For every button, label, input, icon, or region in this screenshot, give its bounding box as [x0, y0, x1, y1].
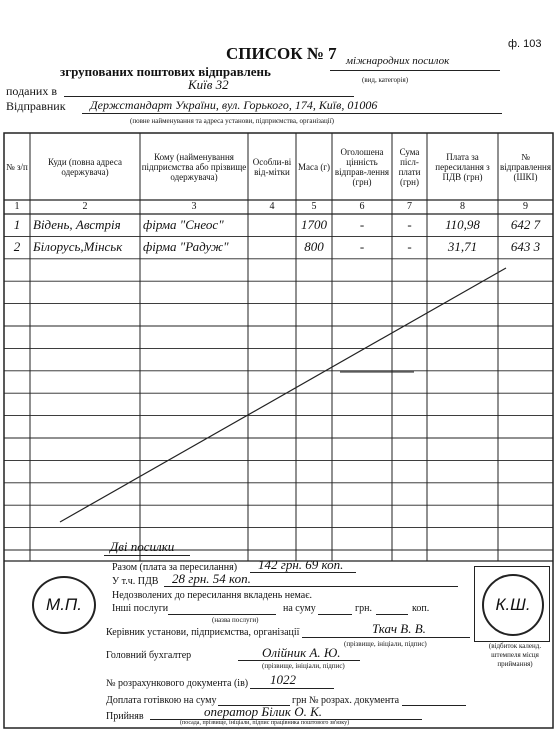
column-header: Куди (повна адреса одержувача)	[48, 156, 122, 177]
table-cell-cod: -	[407, 239, 412, 255]
subtitle: згрупованих поштових відправлень	[60, 64, 271, 79]
form-code: ф. 103	[508, 38, 542, 50]
other-services-line	[168, 614, 276, 615]
sender-value: Держстандарт України, вул. Горького, 174, Київ, 01006	[90, 98, 378, 112]
vat-line	[164, 586, 458, 587]
table-cell-value: -	[359, 217, 365, 232]
column-header: Особли-ві від-мітки	[252, 156, 292, 177]
accepted-value: оператор Білик О. К.	[204, 704, 322, 719]
table-cell-whom: фірма "Радуж"	[143, 239, 229, 255]
settlement-label: № розрахункового документа (ів)	[106, 678, 249, 689]
stamp-caption: (відбиток календ. штемпеля місця приймання)	[488, 642, 542, 668]
column-header: Кому (найменування підприємства або прізвище одержувача)	[141, 151, 247, 182]
column-number: 1	[14, 201, 20, 212]
accountant-value: Олійник А. Ю.	[262, 645, 341, 660]
uah-label: грн.	[355, 603, 372, 614]
sum-label: на суму	[283, 603, 316, 614]
title-category: міжнародних посилок	[346, 55, 450, 67]
seal-left-text: М.П.	[46, 595, 82, 614]
table-cell-value: -	[359, 239, 365, 255]
column-number: 9	[523, 201, 528, 212]
seal-stamp-right	[482, 574, 544, 636]
table-cell-to: Білорусь,Мінськ	[33, 239, 123, 255]
uah-line	[376, 614, 408, 615]
accepted-label: Прийняв	[106, 711, 144, 722]
column-header: Плата за пересилання з ПДВ (грн)	[435, 151, 490, 182]
column-number: 3	[191, 201, 197, 212]
accountant-line	[238, 660, 360, 661]
total-line	[250, 572, 356, 573]
total-value: 142 грн. 69 коп.	[258, 557, 344, 572]
kop-label: коп.	[412, 603, 430, 614]
content-note: Недозволених до пересилання вкладень немає.	[112, 590, 313, 601]
column-number: 6	[359, 201, 365, 212]
table-cell-n: 1	[13, 217, 21, 232]
accountant-label: Головний бухгалтер	[106, 650, 192, 661]
table-cell-fee: 110,98	[445, 217, 480, 232]
vat-label: У т.ч. ПДВ	[112, 576, 159, 587]
table-cell-to: Відень, Австрія	[33, 217, 121, 232]
seal-right-text: К.Ш.	[495, 595, 531, 614]
column-header: Сума післ-плати (грн)	[398, 146, 421, 187]
sender-caption: (повне найменування та адреса установи, підприємства, організації)	[130, 117, 334, 125]
cash-label: Доплата готівкою на суму	[106, 695, 217, 706]
settlement-line	[250, 688, 334, 689]
head-caption: (прізвище, ініціали, підпис)	[344, 640, 427, 648]
other-services-caption: (назва послуги)	[212, 616, 259, 624]
cash-doc-line	[402, 705, 466, 706]
submitted-label: поданих в	[6, 84, 58, 98]
sum-line	[318, 614, 352, 615]
table-cell-id: 642 7	[510, 217, 541, 232]
seal-stamp-left	[32, 576, 96, 634]
other-services-label: Інші послуги	[112, 603, 169, 614]
vat-value: 28 грн. 54 коп.	[172, 571, 251, 586]
table-cell-n: 2	[13, 239, 21, 255]
column-header: № відправлення (ШКІ)	[499, 151, 552, 182]
subtitle-caption: (вид, категорія)	[362, 76, 409, 84]
column-number: 4	[269, 201, 275, 212]
cash-doc-label: грн № розрах. документа	[292, 695, 400, 706]
total-label: Разом (плата за пересилання)	[112, 562, 238, 573]
column-header: Маса (г)	[297, 161, 331, 172]
column-number: 5	[311, 201, 317, 212]
column-header: Оголошена цінність відправ-лення (грн)	[334, 146, 390, 187]
sender-label: Відправник	[6, 99, 66, 113]
column-header: № з/п	[6, 161, 28, 172]
column-number: 2	[82, 201, 88, 212]
page-title: СПИСОК № 7	[226, 44, 337, 63]
table-cell-cod: -	[407, 217, 412, 232]
accepted-caption: (посада, прізвище, ініціали, підпис працівника поштового зв'язку)	[180, 720, 350, 726]
settlement-value: 1022	[270, 672, 296, 687]
accountant-caption: (прізвище, ініціали, підпис)	[262, 662, 345, 670]
table-cell-mass: 1700	[301, 217, 327, 232]
table-footer-note: Дві посилки	[110, 539, 175, 554]
strike-through-line	[60, 268, 506, 522]
head-label: Керівник установи, підприємства, організації	[106, 627, 300, 638]
table-cell-fee: 31,71	[447, 239, 478, 255]
table-cell-id: 643 3	[510, 239, 541, 255]
table-cell-mass: 800	[304, 239, 324, 255]
submitted-value: Київ 32	[188, 77, 229, 92]
table-cell-whom: фірма "Снеос"	[143, 217, 224, 232]
footer-note-line	[104, 555, 190, 556]
column-number: 7	[407, 201, 412, 212]
column-number: 8	[460, 201, 465, 212]
head-line	[302, 637, 470, 638]
head-value: Ткач В. В.	[372, 621, 426, 636]
